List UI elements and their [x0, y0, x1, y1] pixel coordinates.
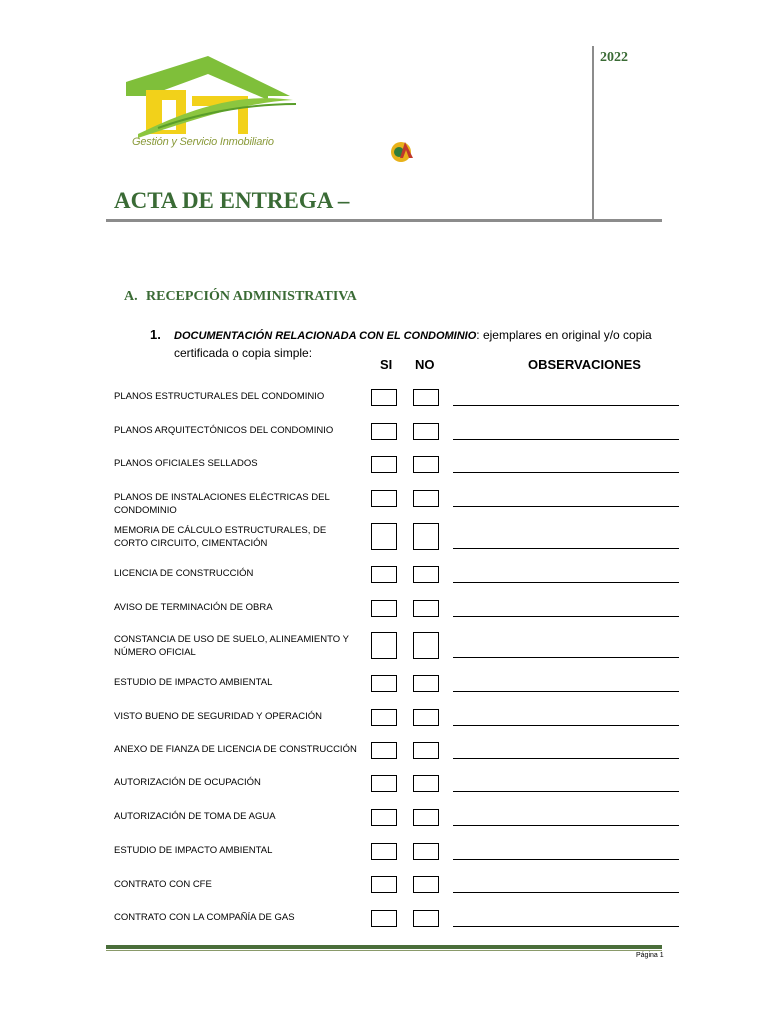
observation-field[interactable] — [453, 548, 679, 549]
row-label: AVISO DE TERMINACIÓN DE OBRA — [114, 602, 273, 613]
row-label: PLANOS DE INSTALACIONES ELÉCTRICAS DEL CONDOMINIO — [114, 492, 330, 516]
logo-text: Gestión y Servicio Inmobiliario — [132, 136, 274, 148]
observation-field[interactable] — [453, 859, 679, 860]
checkbox-no[interactable] — [413, 809, 439, 826]
row-label: PLANOS ARQUITECTÓNICOS DEL CONDOMINIO — [114, 425, 334, 436]
row-label: MEMORIA DE CÁLCULO ESTRUCTURALES, DE CORTO CIRCUITO, CIMENTACIÓN — [114, 525, 327, 549]
checkbox-no[interactable] — [413, 876, 439, 893]
checkbox-si[interactable] — [371, 910, 397, 927]
checkbox-no[interactable] — [413, 843, 439, 860]
item-number: 1. — [150, 327, 161, 342]
row-label: ANEXO DE FIANZA DE LICENCIA DE CONSTRUCCIÓN — [114, 744, 357, 755]
observation-field[interactable] — [453, 472, 679, 473]
observation-field[interactable] — [453, 616, 679, 617]
checkbox-si[interactable] — [371, 809, 397, 826]
section-letter: A. — [124, 289, 138, 304]
checkbox-si[interactable] — [371, 389, 397, 406]
checkbox-si[interactable] — [371, 876, 397, 893]
checkbox-no[interactable] — [413, 490, 439, 507]
page-number: Página 1 — [636, 952, 664, 959]
secondary-logo-icon — [389, 138, 417, 164]
row-label: AUTORIZACIÓN DE TOMA DE AGUA — [114, 811, 276, 822]
row-label: PLANOS ESTRUCTURALES DEL CONDOMINIO — [114, 391, 325, 402]
checkbox-si[interactable] — [371, 843, 397, 860]
observation-field[interactable] — [453, 657, 679, 658]
row-label: CONSTANCIA DE USO DE SUELO, ALINEAMIENTO Y NÚMERO OFICIAL — [114, 634, 349, 658]
checkbox-no[interactable] — [413, 600, 439, 617]
checkbox-no[interactable] — [413, 910, 439, 927]
checkbox-no[interactable] — [413, 566, 439, 583]
document-title: ACTA DE ENTREGA – — [114, 188, 350, 213]
observation-field[interactable] — [453, 439, 679, 440]
column-header-si: SI — [380, 357, 393, 372]
observation-field[interactable] — [453, 506, 679, 507]
row-label: AUTORIZACIÓN DE OCUPACIÓN — [114, 777, 261, 788]
observation-field[interactable] — [453, 758, 679, 759]
checkbox-no[interactable] — [413, 632, 439, 659]
checkbox-si[interactable] — [371, 523, 397, 550]
observation-field[interactable] — [453, 892, 679, 893]
column-header-no: NO — [415, 357, 435, 372]
row-label: CONTRATO CON LA COMPAÑÍA DE GAS — [114, 912, 295, 923]
checkbox-no[interactable] — [413, 423, 439, 440]
checkbox-si[interactable] — [371, 566, 397, 583]
checkbox-si[interactable] — [371, 675, 397, 692]
checkbox-si[interactable] — [371, 490, 397, 507]
observation-field[interactable] — [453, 825, 679, 826]
section-title: RECEPCIÓN ADMINISTRATIVA — [146, 289, 357, 304]
document-year: 2022 — [600, 50, 628, 65]
checkbox-no[interactable] — [413, 709, 439, 726]
section-heading — [124, 289, 357, 305]
checkbox-no[interactable] — [413, 523, 439, 550]
column-header-observaciones: OBSERVACIONES — [528, 357, 641, 372]
row-label: CONTRATO CON CFE — [114, 879, 212, 890]
row-label: VISTO BUENO DE SEGURIDAD Y OPERACIÓN — [114, 711, 322, 722]
header-divider — [106, 219, 662, 222]
checkbox-si[interactable] — [371, 775, 397, 792]
observation-field[interactable] — [453, 926, 679, 927]
observation-field[interactable] — [453, 405, 679, 406]
header-vertical-divider — [592, 46, 594, 220]
observation-field[interactable] — [453, 582, 679, 583]
checkbox-no[interactable] — [413, 742, 439, 759]
checkbox-si[interactable] — [371, 423, 397, 440]
footer-divider — [106, 945, 662, 949]
observation-field[interactable] — [453, 725, 679, 726]
row-label: ESTUDIO DE IMPACTO AMBIENTAL — [114, 677, 273, 688]
item-rest-text: : ejemplares en original y/o copia certificada o copia simple: — [174, 328, 652, 360]
checkbox-si[interactable] — [371, 456, 397, 473]
item-bold-text: DOCUMENTACIÓN RELACIONADA CON EL CONDOMINIO — [174, 330, 477, 342]
checkbox-si[interactable] — [371, 600, 397, 617]
checkbox-no[interactable] — [413, 675, 439, 692]
checkbox-si[interactable] — [371, 709, 397, 726]
checkbox-si[interactable] — [371, 742, 397, 759]
checkbox-no[interactable] — [413, 389, 439, 406]
footer-divider-thin — [106, 950, 662, 951]
observation-field[interactable] — [453, 691, 679, 692]
checkbox-si[interactable] — [371, 632, 397, 659]
observation-field[interactable] — [453, 791, 679, 792]
checkbox-no[interactable] — [413, 775, 439, 792]
checkbox-no[interactable] — [413, 456, 439, 473]
row-label: PLANOS OFICIALES SELLADOS — [114, 458, 258, 469]
row-label: ESTUDIO DE IMPACTO AMBIENTAL — [114, 845, 273, 856]
row-label: LICENCIA DE CONSTRUCCIÓN — [114, 568, 254, 579]
